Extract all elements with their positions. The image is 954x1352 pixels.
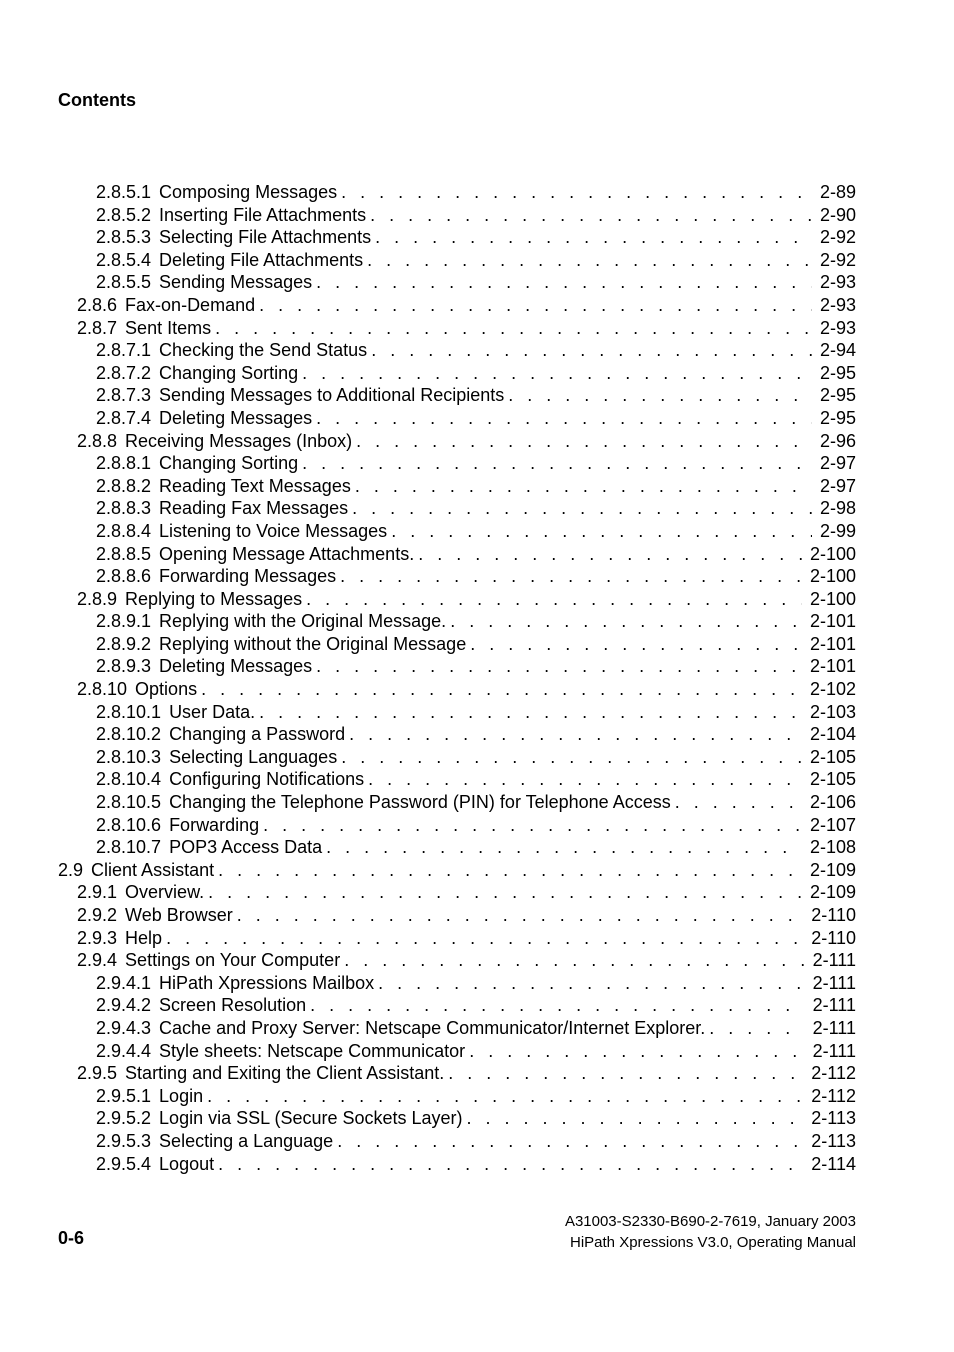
- toc-entry-number: 2.8.7.4: [96, 407, 152, 428]
- toc-entry-title: Selecting Languages: [169, 746, 338, 767]
- toc-entry-title: Changing a Password: [169, 724, 346, 745]
- toc-entry-number: 2.8.8: [77, 430, 118, 451]
- toc-entry-number: 2.8.9.2: [96, 633, 152, 654]
- toc-dot-leader: [367, 249, 812, 272]
- toc-entry[interactable]: [58, 317, 856, 340]
- toc-entry-number: 2.8.9.1: [96, 611, 152, 632]
- toc-entry-number: 2.8.5.5: [96, 272, 152, 293]
- toc-dot-leader: [378, 972, 804, 995]
- toc-entry-page: 2-90: [819, 204, 856, 225]
- toc-entry[interactable]: [58, 452, 856, 475]
- toc-entry-number: 2.9.1: [77, 882, 118, 903]
- toc-dot-leader: [448, 1062, 803, 1085]
- toc-entry-number: 2.9.2: [77, 905, 118, 925]
- toc-entry[interactable]: [58, 881, 856, 904]
- toc-entry[interactable]: [58, 1062, 856, 1085]
- toc-entry-number: 2.8.9: [77, 588, 118, 609]
- page-number: 0-6: [58, 1228, 85, 1248]
- toc-entry-number: 2.9.5.2: [96, 1108, 152, 1129]
- toc-entry-page: 2-93: [819, 294, 856, 315]
- document-id: A31003-S2330-B690-2-7619, January 2003: [564, 1213, 856, 1230]
- toc-entry[interactable]: [58, 1017, 856, 1040]
- toc-entry-page: 2-111: [812, 950, 856, 971]
- manual-title: HiPath Xpressions V3.0, Operating Manual: [570, 1234, 856, 1251]
- toc-entry-page: 2-101: [809, 611, 856, 632]
- toc-entry-page: 2-109: [809, 882, 856, 903]
- toc-dot-leader: [208, 881, 802, 904]
- toc-entry-page: 2-111: [812, 1017, 856, 1038]
- toc-entry-title: Fax-on-Demand: [125, 294, 256, 315]
- toc-dot-leader: [215, 317, 812, 340]
- toc-entry-number: 2.9.4.3: [96, 1017, 152, 1038]
- toc-entry-title: Composing Messages: [159, 182, 338, 202]
- toc-entry-title: Style sheets: Netscape Communicator: [159, 1040, 466, 1061]
- toc-entry[interactable]: [58, 791, 856, 814]
- toc-entry-page: 2-92: [819, 249, 856, 270]
- toc-entry-number: 2.8.8.2: [96, 475, 152, 496]
- toc-entry[interactable]: [58, 1130, 856, 1153]
- toc-entry-number: 2.9.4.1: [96, 972, 152, 993]
- toc-entry-title: Deleting Messages: [159, 407, 313, 428]
- toc-entry-title: Replying with the Original Message.: [159, 611, 447, 632]
- toc-entry-number: 2.8.7.2: [96, 362, 152, 383]
- toc-entry-title: Forwarding: [169, 814, 260, 835]
- toc-dot-leader: [316, 407, 812, 430]
- toc-entry-page: 2-104: [809, 724, 856, 745]
- toc-entry-page: 2-100: [809, 566, 856, 587]
- toc-entry-title: Logout: [159, 1153, 215, 1174]
- toc-dot-leader: [337, 1130, 803, 1153]
- toc-dot-leader: [263, 814, 802, 837]
- toc-entry-number: 2.8.9.3: [96, 656, 152, 677]
- toc-entry-title: Deleting File Attachments: [159, 249, 364, 270]
- toc-entry-title: Changing Sorting: [159, 453, 299, 474]
- toc-entry[interactable]: [58, 226, 856, 249]
- toc-entry[interactable]: [58, 565, 856, 588]
- toc-entry-number: 2.8.5.1: [96, 182, 152, 202]
- toc-entry-number: 2.9.5: [77, 1063, 118, 1084]
- toc-entry-title: Overview.: [125, 882, 205, 903]
- toc-entry[interactable]: [58, 904, 856, 927]
- toc-entry[interactable]: [58, 339, 856, 362]
- toc-entry-title: User Data.: [169, 701, 256, 722]
- toc-entry-page: 2-105: [809, 769, 856, 790]
- toc-entry-page: 2-96: [819, 430, 856, 451]
- toc-dot-leader: [201, 678, 802, 701]
- toc-dot-leader: [375, 226, 812, 249]
- toc-entry[interactable]: [58, 994, 856, 1017]
- footer-info: [565, 1211, 856, 1253]
- toc-dot-leader: [355, 475, 812, 498]
- toc-dot-leader: [370, 204, 812, 227]
- toc-entry-title: Deleting Messages: [159, 656, 313, 677]
- toc-entry[interactable]: [58, 746, 856, 769]
- toc-entry-number: 2.9: [58, 859, 84, 880]
- toc-entry-page: 2-95: [819, 385, 856, 406]
- toc-dot-leader: [450, 610, 802, 633]
- toc-entry-number: 2.8.8.3: [96, 498, 152, 519]
- toc-entry-number: 2.8.7.1: [96, 340, 152, 361]
- toc-entry-number: 2.8.10.7: [96, 837, 162, 858]
- toc-dot-leader: [259, 701, 802, 724]
- toc-dot-leader: [326, 836, 802, 859]
- page-header-title: Contents: [58, 90, 136, 110]
- toc-entry-title: Configuring Notifications: [169, 769, 365, 790]
- toc-entry-page: 2-94: [819, 340, 856, 361]
- toc-entry[interactable]: [58, 249, 856, 272]
- toc-entry-number: 2.8.8.1: [96, 453, 152, 474]
- toc-dot-leader: [675, 791, 802, 814]
- toc-entry[interactable]: [58, 1085, 856, 1108]
- toc-entry-page: 2-100: [809, 543, 856, 564]
- toc-entry-title: Sending Messages: [159, 272, 313, 293]
- toc-entry-title: Options: [135, 679, 198, 700]
- toc-entry-title: Opening Message Attachments.: [159, 543, 415, 564]
- toc-entry-title: Replying to Messages: [125, 588, 303, 609]
- toc-entry[interactable]: [58, 723, 856, 746]
- toc-entry-page: 2-101: [809, 633, 856, 654]
- toc-entry-page: 2-100: [809, 588, 856, 609]
- toc-entry-number: 2.8.10.3: [96, 746, 162, 767]
- toc-entry-number: 2.8.8.4: [96, 520, 152, 541]
- toc-entry[interactable]: [58, 768, 856, 791]
- toc-entry-title: Selecting a Language: [159, 1130, 334, 1151]
- toc-dot-leader: [352, 497, 812, 520]
- toc-entry-title: Sending Messages to Additional Recipients: [159, 385, 505, 406]
- toc-entry-number: 2.9.4.4: [96, 1040, 152, 1061]
- toc-dot-leader: [237, 904, 804, 927]
- toc-dot-leader: [349, 723, 802, 746]
- toc-dot-leader: [259, 294, 812, 317]
- toc-entry-title: Web Browser: [125, 905, 233, 925]
- toc-entry-page: 2-111: [812, 1040, 856, 1061]
- toc-entry-page: 2-113: [811, 1108, 856, 1129]
- toc-entry-page: 2-114: [811, 1153, 856, 1174]
- toc-entry[interactable]: [58, 678, 856, 701]
- toc-entry-number: 2.9.4: [77, 950, 118, 971]
- toc-dot-leader: [470, 633, 802, 656]
- toc-entry[interactable]: [58, 362, 856, 385]
- toc-entry-page: 2-99: [819, 520, 856, 541]
- toc-entry-number: 2.8.10.5: [96, 792, 162, 813]
- toc-entry-number: 2.8.10.6: [96, 814, 162, 835]
- toc-entry[interactable]: [58, 543, 856, 566]
- toc-dot-leader: [418, 543, 802, 566]
- toc-entry[interactable]: [58, 655, 856, 678]
- toc-entry-page: 2-98: [819, 498, 856, 519]
- toc-entry-page: 2-112: [811, 1085, 856, 1106]
- toc-entry[interactable]: [58, 430, 856, 453]
- toc-entry[interactable]: [58, 972, 856, 995]
- toc-entry[interactable]: [58, 1153, 856, 1176]
- toc-entry[interactable]: [58, 475, 856, 498]
- toc-dot-leader: [306, 588, 802, 611]
- toc-entry-page: 2-92: [819, 227, 856, 248]
- toc-entry-page: 2-93: [819, 317, 856, 338]
- toc-entry-number: 2.8.7.3: [96, 385, 152, 406]
- toc-entry-title: HiPath Xpressions Mailbox: [159, 972, 375, 993]
- toc-entry-title: Changing Sorting: [159, 362, 299, 383]
- toc-entry-page: 2-111: [812, 972, 856, 993]
- toc-entry-number: 2.9.4.2: [96, 995, 152, 1016]
- toc-dot-leader: [218, 859, 802, 882]
- toc-entry-title: Inserting File Attachments: [159, 204, 367, 225]
- toc-dot-leader: [368, 768, 802, 791]
- toc-entry-page: 2-106: [809, 792, 856, 813]
- toc-entry-title: Replying without the Original Message: [159, 633, 467, 654]
- toc-dot-leader: [356, 430, 812, 453]
- toc-entry[interactable]: [58, 633, 856, 656]
- toc-entry-number: 2.8.5.2: [96, 204, 152, 225]
- toc-dot-leader: [508, 384, 812, 407]
- toc-entry-number: 2.8.8.6: [96, 566, 152, 587]
- toc-entry[interactable]: [58, 814, 856, 837]
- toc-entry-title: Reading Text Messages: [159, 475, 351, 496]
- toc-entry-title: Forwarding Messages: [159, 566, 337, 587]
- toc-dot-leader: [310, 994, 804, 1017]
- toc-entry[interactable]: [58, 1040, 856, 1063]
- toc-entry-page: 2-108: [809, 837, 856, 858]
- toc-entry-page: 2-110: [811, 905, 856, 925]
- toc-entry[interactable]: [58, 294, 856, 317]
- toc-entry[interactable]: [58, 701, 856, 724]
- toc-entry-number: 2.8.7: [77, 317, 118, 338]
- toc-dot-leader: [467, 1107, 804, 1130]
- toc-entry-title: Screen Resolution: [159, 995, 307, 1016]
- toc-entry[interactable]: [58, 836, 856, 859]
- toc-entry-page: 2-95: [819, 362, 856, 383]
- toc-entry-title: Starting and Exiting the Client Assistant.: [125, 1063, 445, 1084]
- toc-entry[interactable]: [58, 384, 856, 407]
- toc-dot-leader: [316, 271, 812, 294]
- toc-entry-page: 2-97: [819, 475, 856, 496]
- toc-entry-title: Help: [125, 927, 163, 948]
- toc-dot-leader: [207, 1085, 803, 1108]
- toc-entry[interactable]: [58, 181, 856, 204]
- toc-dot-leader: [341, 181, 812, 204]
- toc-entry-page: 2-95: [819, 407, 856, 428]
- toc-entry-number: 2.8.10.1: [96, 701, 162, 722]
- toc-entry[interactable]: [58, 949, 856, 972]
- toc-entry-title: Reading Fax Messages: [159, 498, 349, 519]
- toc-entry-title: Login: [159, 1085, 204, 1106]
- toc-entry-page: 2-113: [811, 1130, 856, 1151]
- toc-entry[interactable]: [58, 859, 856, 882]
- toc-dot-leader: [302, 452, 812, 475]
- toc-entry-title: Cache and Proxy Server: Netscape Communicator/Internet Explorer.: [159, 1017, 706, 1038]
- toc-entry-page: 2-102: [809, 679, 856, 700]
- toc-entry[interactable]: [58, 497, 856, 520]
- toc-entry-number: 2.8.6: [77, 294, 118, 315]
- toc-entry-page: 2-110: [811, 927, 856, 948]
- toc-dot-leader: [218, 1153, 803, 1176]
- toc-entry-page: 2-112: [811, 1063, 856, 1084]
- toc-entry-page: 2-89: [819, 182, 856, 202]
- toc-entry-number: 2.9.3: [77, 927, 118, 948]
- toc-entry-title: Sent Items: [125, 317, 212, 338]
- toc-dot-leader: [340, 565, 802, 588]
- toc-dot-leader: [341, 746, 802, 769]
- toc-entry-title: Selecting File Attachments: [159, 227, 372, 248]
- toc-entry-page: 2-101: [809, 656, 856, 677]
- toc-entry-number: 2.8.10.2: [96, 724, 162, 745]
- toc-entry-number: 2.8.5.4: [96, 249, 152, 270]
- toc-entry-page: 2-107: [809, 814, 856, 835]
- toc-entry-title: Client Assistant: [91, 859, 215, 880]
- toc-dot-leader: [302, 362, 812, 385]
- table-of-contents: [58, 181, 856, 1175]
- toc-entry-page: 2-105: [809, 746, 856, 767]
- toc-entry-number: 2.8.8.5: [96, 543, 152, 564]
- toc-dot-leader: [469, 1040, 804, 1063]
- toc-dot-leader: [391, 520, 812, 543]
- toc-entry-title: Checking the Send Status: [159, 340, 368, 361]
- toc-entry-number: 2.9.5.1: [96, 1085, 152, 1106]
- toc-entry[interactable]: [58, 520, 856, 543]
- toc-entry-page: 2-103: [809, 701, 856, 722]
- toc-entry-title: Receiving Messages (Inbox): [125, 430, 353, 451]
- toc-dot-leader: [709, 1017, 804, 1040]
- toc-entry-number: 2.9.5.4: [96, 1153, 152, 1174]
- toc-entry[interactable]: [58, 588, 856, 611]
- toc-entry-page: 2-93: [819, 272, 856, 293]
- toc-entry-number: 2.8.10.4: [96, 769, 162, 790]
- toc-entry[interactable]: [58, 1107, 856, 1130]
- toc-entry[interactable]: [58, 610, 856, 633]
- toc-entry[interactable]: [58, 204, 856, 227]
- toc-entry-page: 2-109: [809, 859, 856, 880]
- toc-entry-title: POP3 Access Data: [169, 837, 323, 858]
- toc-dot-leader: [316, 655, 802, 678]
- toc-entry-title: Settings on Your Computer: [125, 950, 341, 971]
- toc-dot-leader: [344, 949, 804, 972]
- toc-entry-title: Changing the Telephone Password (PIN) for Telephone Access: [169, 792, 671, 813]
- toc-dot-leader: [371, 339, 812, 362]
- toc-entry-number: 2.9.5.3: [96, 1130, 152, 1151]
- toc-entry-number: 2.8.10: [77, 679, 128, 700]
- toc-entry-page: 2-97: [819, 453, 856, 474]
- toc-entry-number: 2.8.5.3: [96, 227, 152, 248]
- toc-entry[interactable]: [58, 927, 856, 950]
- toc-entry-title: Listening to Voice Messages: [159, 520, 388, 541]
- toc-entry-page: 2-111: [812, 995, 856, 1016]
- toc-entry[interactable]: [58, 407, 856, 430]
- toc-entry[interactable]: [58, 271, 856, 294]
- toc-dot-leader: [166, 927, 803, 950]
- toc-entry-title: Login via SSL (Secure Sockets Layer): [159, 1108, 463, 1129]
